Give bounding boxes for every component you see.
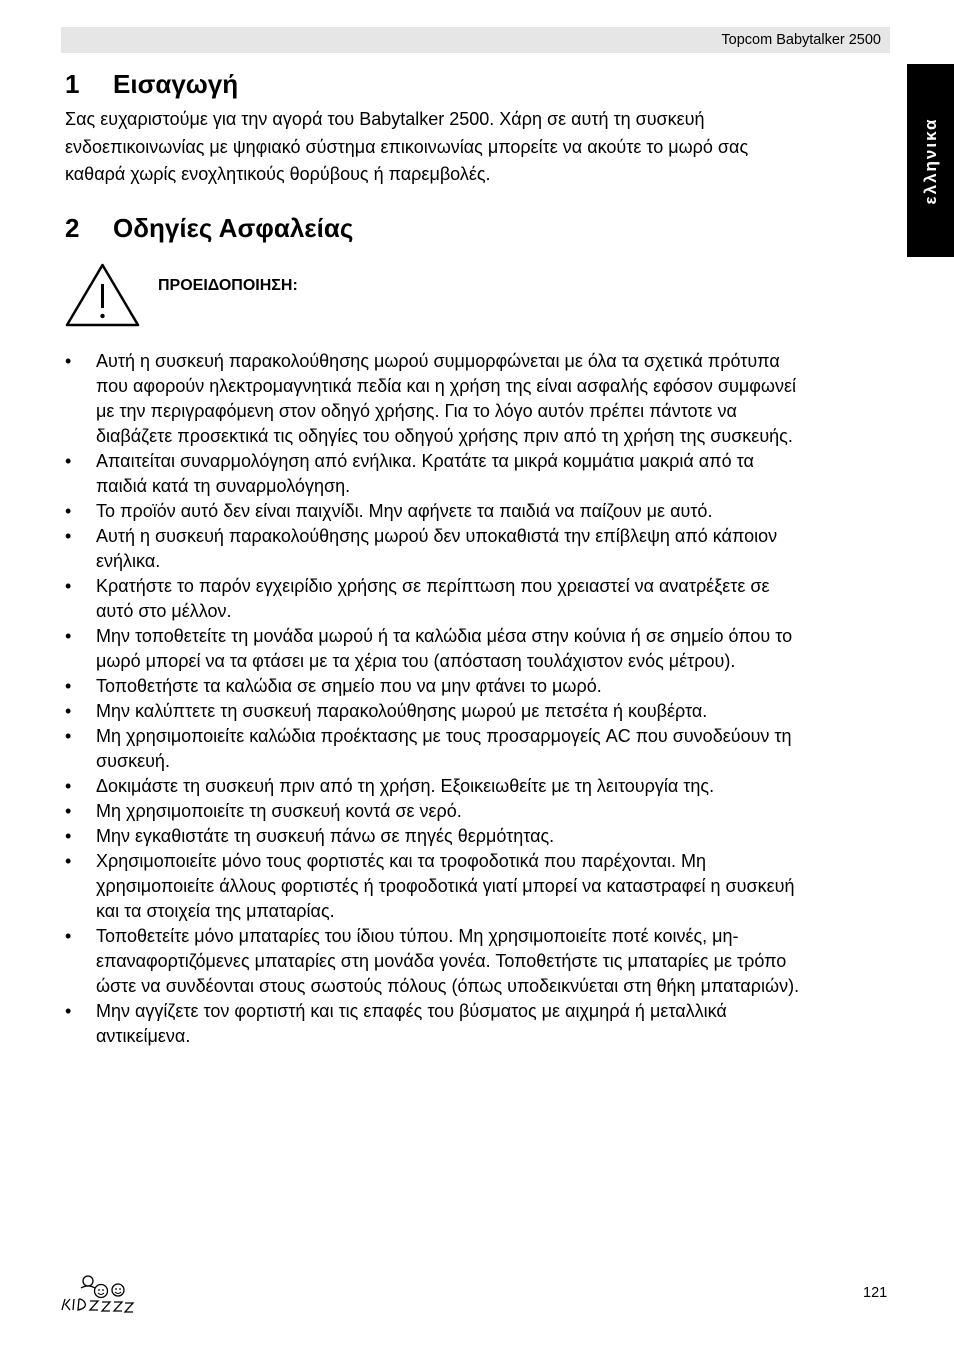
safety-item-line: Αυτή η συσκευή παρακολούθησης μωρού συμμορφώνεται με όλα τα σχετικά πρότυπα (96, 351, 780, 371)
safety-item (65, 349, 895, 449)
safety-item-line: Μην εγκαθιστάτε τη συσκευή πάνω σε πηγές θερμότητας. (96, 826, 555, 846)
safety-item-line: Μην καλύπτετε τη συσκευή παρακολούθησης μωρού με πετσέτα ή κουβέρτα. (96, 701, 708, 721)
bullet-marker: • (65, 676, 72, 696)
section-number: 2 (65, 213, 80, 243)
bullet-marker: • (65, 351, 72, 371)
safety-item (65, 624, 895, 674)
bullet-marker: • (65, 501, 72, 521)
intro-line: καθαρά χωρίς ενοχλητικούς θορύβους ή παρεμβολές. (65, 164, 491, 184)
safety-item-line: χρησιμοποιείτε άλλους φορτιστές ή τροφοδοτικά γιατί μπορεί να καταστραφεί η συσκευή (96, 876, 795, 896)
safety-item (65, 524, 895, 574)
safety-item-line: Δοκιμάστε τη συσκευή πριν από τη χρήση. Εξοικειωθείτε με τη λειτουργία της. (96, 776, 715, 796)
safety-item-line: Χρησιμοποιείτε μόνο τους φορτιστές και τα τροφοδοτικά που παρέχονται. Μη (96, 851, 706, 871)
safety-item (65, 774, 895, 799)
intro-line: ενδοεπικοινωνίας με ψηφιακό σύστημα επικοινωνίας μπορείτε να ακούτε το μωρό σας (65, 136, 749, 157)
safety-item (65, 824, 895, 849)
language-tab-label: ελληνικα (920, 117, 940, 204)
safety-item-line: και τα στοιχεία της μπαταρίας. (96, 901, 335, 921)
bullet-marker: • (65, 626, 72, 646)
safety-instructions-list (65, 349, 895, 1049)
section-number: 1 (65, 69, 80, 99)
bullet-marker: • (65, 451, 72, 471)
safety-item-line: Κρατήστε το παρόν εγχειρίδιο χρήσης σε περίπτωση που χρειαστεί να ανατρέξετε σε (96, 576, 770, 596)
safety-item-line: Τοποθετείτε μόνο μπαταρίες του ίδιου τύπου. Μη χρησιμοποιείτε ποτέ κοινές, μη- (96, 926, 739, 946)
safety-item-line: που αφορούν ηλεκτρομαγνητικά πεδία και η χρήση της είναι ασφαλής εφόσον συμφωνεί (96, 376, 796, 396)
safety-item (65, 699, 895, 724)
bullet-marker: • (65, 526, 72, 546)
safety-item (65, 499, 895, 524)
bullet-marker: • (65, 776, 72, 796)
bullet-marker: • (65, 726, 72, 746)
safety-item (65, 924, 895, 999)
safety-item (65, 724, 895, 774)
safety-item-line: ενήλικα. (96, 551, 161, 571)
safety-item (65, 574, 895, 624)
safety-item-line: επαναφορτιζόμενες μπαταρίες στη μονάδα γονέα. Τοποθετήστε τις μπαταρίες με τρόπο (96, 951, 787, 971)
safety-item (65, 449, 895, 499)
bullet-marker: • (65, 576, 72, 596)
bullet-marker: • (65, 801, 72, 821)
safety-item-line: Μην τοποθετείτε τη μονάδα μωρού ή τα καλώδια μέσα στην κούνια ή σε σημείο όπου το (96, 626, 793, 646)
safety-item-line: Το προϊόν αυτό δεν είναι παιχνίδι. Μην αφήνετε τα παιδιά να παίζουν με αυτό. (96, 501, 713, 521)
bullet-marker: • (65, 851, 72, 871)
intro-paragraph (65, 106, 865, 189)
running-header (61, 27, 890, 53)
safety-item-line: διαβάζετε προσεκτικά τις οδηγίες του οδηγού χρήσης πριν από τη χρήση της συσκευής. (96, 426, 793, 446)
safety-item-line: Απαιτείται συναρμολόγηση από ενήλικα. Κρατάτε τα μικρά κομμάτια μακριά από τα (96, 451, 754, 471)
safety-item-line: Μη χρησιμοποιείτε τη συσκευή κοντά σε νερό. (96, 801, 462, 821)
kidzzz-logo (58, 1272, 136, 1314)
safety-item-line: συσκευή. (96, 751, 170, 771)
safety-item-line: παιδιά κατά τη συναρμολόγηση. (96, 476, 351, 496)
section-heading-introduction (65, 69, 238, 99)
page-number: 121 (863, 1285, 888, 1301)
safety-item (65, 849, 895, 924)
safety-item-line: μωρό μπορεί να τα φτάσει με τα χέρια του (απόσταση τουλάχιστον ενός μέτρου). (96, 651, 736, 671)
warning-triangle-icon (64, 262, 141, 328)
section-title: Εισαγωγή (113, 69, 239, 99)
warning-label: ΠΡΟΕΙΔΟΠΟΙΗΣΗ: (158, 277, 298, 294)
safety-item-line: ώστε να συνδέονται στους σωστούς πόλους (όπως υποδεικνύεται στη θήκη μπαταριών). (96, 976, 800, 996)
bullet-marker: • (65, 1001, 72, 1021)
safety-item-line: Μη χρησιμοποιείτε καλώδια προέκτασης με τους προσαρμογείς AC που συνοδεύουν τη (96, 726, 792, 746)
safety-item-line: με την περιγραφόμενη στον οδηγό χρήσης. Για το λόγο αυτόν πρέπει πάντοτε να (96, 401, 737, 421)
safety-item-line: αντικείμενα. (96, 1026, 191, 1046)
language-tab (907, 64, 954, 257)
safety-item-line: αυτό στο μέλλον. (96, 601, 232, 621)
safety-item (65, 674, 895, 699)
bullet-marker: • (65, 826, 72, 846)
safety-item (65, 799, 895, 824)
safety-item-line: Τοποθετήστε τα καλώδια σε σημείο που να μην φτάνει το μωρό. (96, 676, 602, 696)
bullet-marker: • (65, 926, 72, 946)
bullet-marker: • (65, 701, 72, 721)
safety-item-line: Μην αγγίζετε τον φορτιστή και τις επαφές του βύσματος με αιχμηρά ή μεταλλικά (96, 1001, 727, 1021)
safety-item (65, 999, 895, 1049)
intro-line: Σας ευχαριστούμε για την αγορά του Babytalker 2500. Χάρη σε αυτή τη συσκευή (65, 109, 705, 129)
header-title: Topcom Babytalker 2500 (721, 32, 881, 48)
section-heading-safety (65, 213, 353, 243)
section-title: Οδηγίες Ασφαλείας (113, 213, 354, 243)
safety-item-line: Αυτή η συσκευή παρακολούθησης μωρού δεν υποκαθιστά την επίβλεψη από κάποιον (96, 526, 778, 546)
